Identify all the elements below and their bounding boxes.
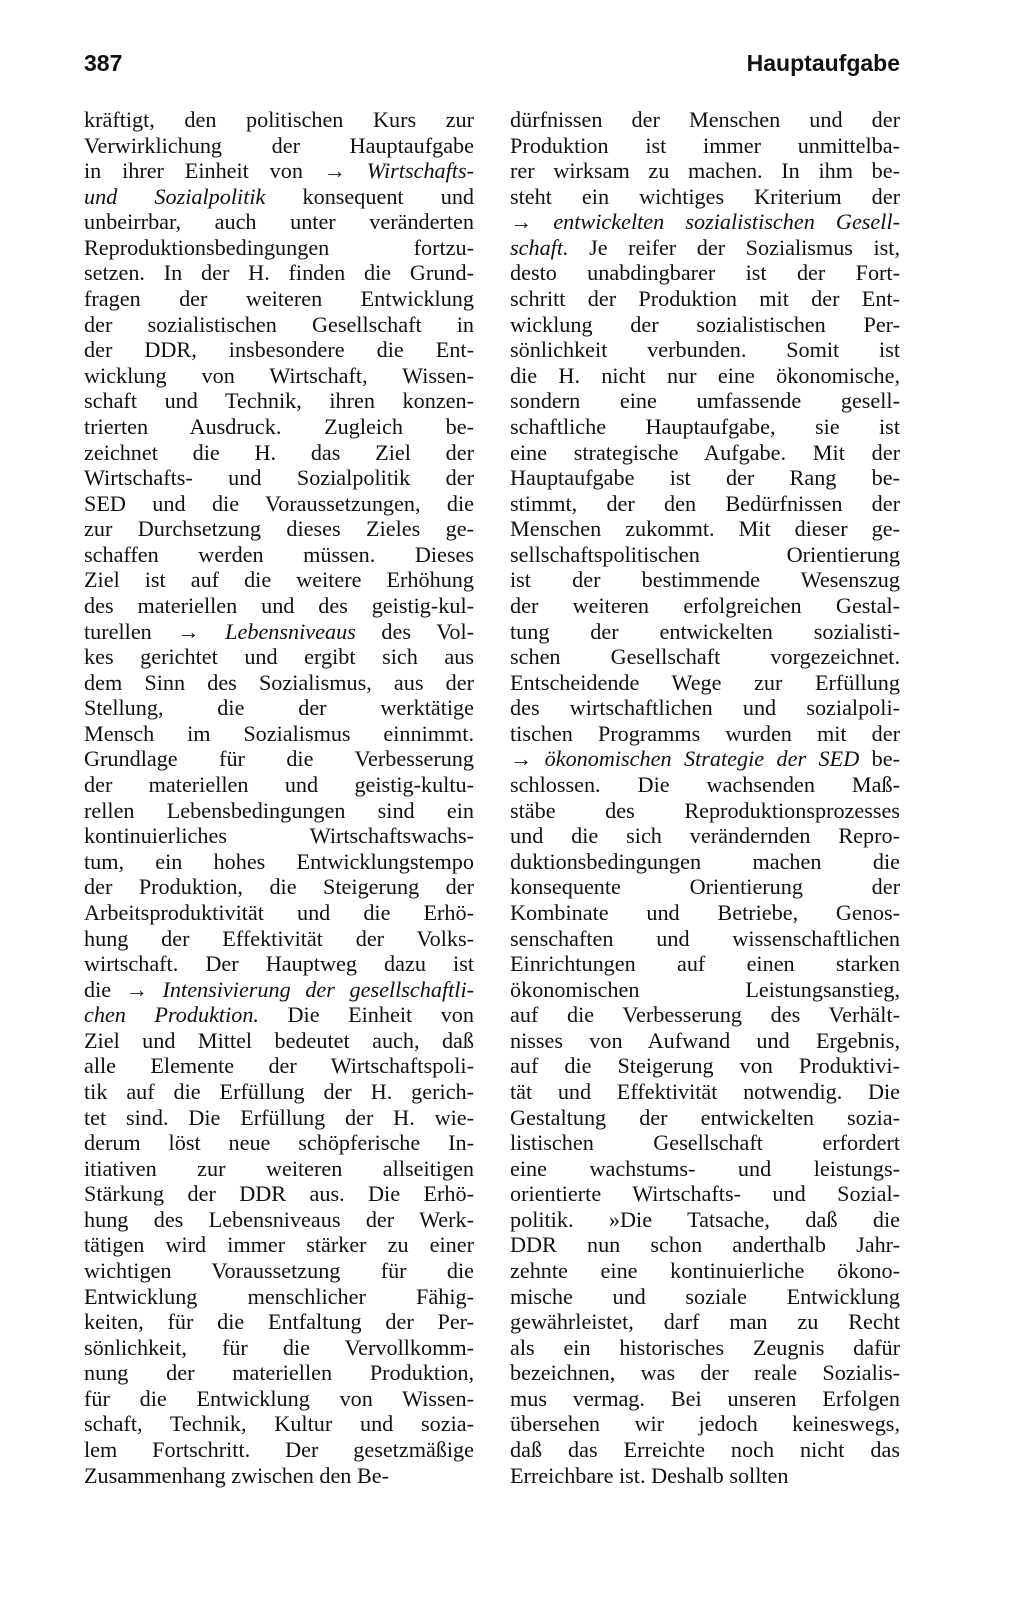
text-run: dem Sinn des Sozialismus, aus der <box>84 669 474 695</box>
text-run: zeichnet die H. das Ziel der <box>84 439 474 465</box>
text-run: des wirtschaftlichen und sozialpoli- <box>510 695 900 721</box>
text-line <box>510 1181 900 1207</box>
text-line <box>84 1002 474 1028</box>
text-line <box>84 619 474 645</box>
text-run: sondern eine umfassende gesell- <box>510 388 900 414</box>
text-line <box>510 1411 900 1437</box>
text-run: Die Einheit von <box>258 1002 474 1028</box>
text-run: hung der Effektivität der Volks- <box>84 925 474 951</box>
text-run: Einrichtungen auf einen starken <box>510 951 900 977</box>
text-run: Hauptaufgabe ist der Rang be- <box>510 465 900 491</box>
text-line <box>510 235 900 261</box>
text-line <box>510 1053 900 1079</box>
text-line <box>510 977 900 1003</box>
text-run: desto unabdingbarer ist der Fort- <box>510 260 900 286</box>
text-run: Verwirklichung der Hauptaufgabe <box>84 132 474 158</box>
text-line <box>510 1232 900 1258</box>
text-line <box>510 516 900 542</box>
text-line <box>510 465 900 491</box>
text-column-left <box>84 107 474 1488</box>
text-line <box>510 798 900 824</box>
text-run: Menschen zukommt. Mit dieser ge- <box>510 516 900 542</box>
text-line <box>84 465 474 491</box>
text-line <box>510 260 900 286</box>
text-run: tischen Programms wurden mit der <box>510 720 900 746</box>
text-line <box>510 772 900 798</box>
text-run: SED und die Voraussetzungen, die <box>84 490 474 516</box>
text-run: → <box>510 209 554 235</box>
text-line <box>510 874 900 900</box>
text-run: schen Gesellschaft vorgezeichnet. <box>510 644 900 670</box>
text-line <box>510 1335 900 1361</box>
text-run: alle Elemente der Wirtschaftspoli- <box>84 1053 474 1079</box>
text-run: lem Fortschritt. Der gesetzmäßige <box>84 1437 474 1463</box>
text-run: schaft und Technik, ihren konzen- <box>84 388 474 414</box>
text-line <box>84 1411 474 1437</box>
text-run: setzen. In der H. finden die Grund- <box>84 260 474 286</box>
text-run: wicklung der sozialistischen Per- <box>510 311 900 337</box>
text-run: gewährleistet, darf man zu Recht <box>510 1309 900 1335</box>
text-line <box>510 107 900 133</box>
text-run: unbeirrbar, auch unter veränderten <box>84 209 474 235</box>
text-line <box>84 721 474 747</box>
text-run: mische und soziale Entwicklung <box>510 1283 900 1309</box>
text-run: auf die Steigerung von Produktivi- <box>510 1053 900 1079</box>
text-run: Stärkung der DDR aus. Die Erhö- <box>84 1181 474 1207</box>
text-run: duktionsbedingungen machen die <box>510 848 900 874</box>
text-line <box>510 849 900 875</box>
text-line <box>84 1028 474 1054</box>
text-line <box>84 1335 474 1361</box>
text-line <box>510 158 900 184</box>
text-line <box>510 286 900 312</box>
text-run: die H. nicht nur eine ökonomische, <box>510 362 900 388</box>
text-line <box>84 926 474 952</box>
text-run: schaffen werden müssen. Dieses <box>84 541 474 567</box>
text-run: listischen Gesellschaft erfordert <box>510 1130 900 1156</box>
text-run: trierten Ausdruck. Zugleich be- <box>84 413 474 439</box>
text-run: rellen Lebensbedingungen sind ein <box>84 797 474 823</box>
text-run: sellschaftspolitischen Orientierung <box>510 541 900 567</box>
text-line <box>84 1181 474 1207</box>
text-run: konsequent und <box>265 183 475 209</box>
text-line <box>84 1386 474 1412</box>
text-run: wicklung von Wirtschaft, Wissen- <box>84 362 474 388</box>
text-run: sönlichkeit verbunden. Somit ist <box>510 337 900 363</box>
text-run: ist der bestimmende Wesenszug <box>510 567 900 593</box>
text-run: rer wirksam zu machen. In ihm be- <box>510 158 900 184</box>
text-line <box>510 926 900 952</box>
text-line <box>510 823 900 849</box>
text-line <box>84 695 474 721</box>
text-line <box>84 107 474 133</box>
text-run: Erreichbare ist. Deshalb sollten <box>510 1462 789 1488</box>
text-run: Je reifer der Sozialismus ist, <box>568 234 900 260</box>
text-run: senschaften und wissenschaftlichen <box>510 925 900 951</box>
text-run: Arbeitsproduktivität und die Erhö- <box>84 899 474 925</box>
text-run: die → <box>84 976 163 1002</box>
text-run: schlossen. Die wachsenden Maß- <box>510 772 900 798</box>
text-run: turellen → <box>84 618 226 644</box>
text-run: Ziel und Mittel bedeutet auch, daß <box>84 1027 474 1053</box>
text-line <box>84 133 474 159</box>
text-line <box>84 900 474 926</box>
text-run: wirtschaft. Der Hauptweg dazu ist <box>84 951 474 977</box>
text-run: daß das Erreichte noch nicht das <box>510 1437 900 1463</box>
text-line <box>84 1053 474 1079</box>
text-run: ökonomischen Leistungsanstieg, <box>510 976 900 1002</box>
text-run: tät und Effektivität notwendig. Die <box>510 1078 900 1104</box>
text-run: mus vermag. Bei unseren Erfolgen <box>510 1385 900 1411</box>
text-run: be- <box>859 746 900 772</box>
text-run: übersehen wir jedoch keineswegs, <box>510 1411 900 1437</box>
text-run: auf die Verbesserung des Verhält- <box>510 1002 900 1028</box>
text-line <box>84 874 474 900</box>
text-line <box>510 1386 900 1412</box>
text-line <box>510 184 900 210</box>
text-run: nisses von Aufwand und Ergebnis, <box>510 1027 900 1053</box>
cross-reference-term: und Sozialpolitik <box>84 183 266 209</box>
text-line <box>84 1437 474 1463</box>
text-line <box>84 491 474 517</box>
text-run: Grundlage für die Verbesserung <box>84 746 474 772</box>
text-line <box>510 312 900 338</box>
text-run: Wirtschafts- und Sozialpolitik der <box>84 465 474 491</box>
cross-reference-term: Wirtschafts- <box>366 158 474 184</box>
text-run: tik auf die Erfüllung der H. gerich- <box>84 1078 474 1104</box>
text-line <box>510 721 900 747</box>
text-run: kes gerichtet und ergibt sich aus <box>84 644 474 670</box>
text-line <box>510 542 900 568</box>
text-column-right <box>510 107 900 1488</box>
text-line <box>84 1207 474 1233</box>
text-run: wichtigen Voraussetzung für die <box>84 1258 474 1284</box>
text-run: in ihrer Einheit von → <box>84 158 367 184</box>
text-run: Zusammenhang zwischen den Be- <box>84 1462 389 1488</box>
text-line <box>510 209 900 235</box>
text-run: Entscheidende Wege zur Erfüllung <box>510 669 900 695</box>
text-line <box>84 1309 474 1335</box>
text-run: Produktion ist immer unmittelba- <box>510 132 900 158</box>
text-run: schaft, Technik, Kultur und sozia- <box>84 1411 474 1437</box>
text-run: konsequente Orientierung der <box>510 874 900 900</box>
text-run: schaftliche Hauptaufgabe, sie ist <box>510 413 900 439</box>
text-run: derum löst neue schöpferische In- <box>84 1130 474 1156</box>
text-run: Reproduktionsbedingungen fortzu- <box>84 234 474 260</box>
text-run: der materiellen und geistig-kultu- <box>84 772 474 798</box>
text-line <box>84 644 474 670</box>
text-run: Gestaltung der entwickelten sozia- <box>510 1104 900 1130</box>
text-run: stäbe des Reproduktionsprozesses <box>510 797 900 823</box>
text-line <box>510 440 900 466</box>
text-line <box>84 260 474 286</box>
text-run: eine wachstums- und leistungs- <box>510 1155 900 1181</box>
text-line <box>84 823 474 849</box>
text-line <box>84 286 474 312</box>
text-run: eine strategische Aufgabe. Mit der <box>510 439 900 465</box>
text-line <box>84 158 474 184</box>
text-run: dürfnissen der Menschen und der <box>510 107 900 132</box>
text-line <box>84 670 474 696</box>
text-run: zehnte eine kontinuierliche ökono- <box>510 1258 900 1284</box>
cross-reference-term: entwickelten sozialistischen Gesell- <box>553 209 900 235</box>
text-run: nung der materiellen Produktion, <box>84 1360 474 1386</box>
text-line <box>510 670 900 696</box>
cross-reference-term: schaft. <box>510 234 569 260</box>
text-line <box>510 1105 900 1131</box>
text-line <box>84 1156 474 1182</box>
text-line <box>510 746 900 772</box>
text-run: der Produktion, die Steigerung der <box>84 874 474 900</box>
text-line <box>510 900 900 926</box>
text-line <box>84 977 474 1003</box>
cross-reference-term: ökonomischen Strategie der SED <box>544 746 860 772</box>
text-line <box>510 593 900 619</box>
text-line <box>510 951 900 977</box>
text-run: tet sind. Die Erfüllung der H. wie- <box>84 1104 474 1130</box>
text-run: Entwicklung menschlicher Fähig- <box>84 1283 474 1309</box>
text-line <box>510 337 900 363</box>
text-run: für die Entwicklung von Wissen- <box>84 1385 474 1411</box>
text-line <box>510 1437 900 1463</box>
text-line <box>510 644 900 670</box>
text-line <box>84 388 474 414</box>
text-line <box>510 491 900 517</box>
text-run: keiten, für die Entfaltung der Per- <box>84 1309 474 1335</box>
text-line <box>510 1463 900 1489</box>
text-run: sönlichkeit, für die Vervollkomm- <box>84 1334 474 1360</box>
text-run: → <box>510 746 545 772</box>
text-run: schritt der Produktion mit der Ent- <box>510 286 900 312</box>
text-line <box>510 363 900 389</box>
text-line <box>510 414 900 440</box>
text-line <box>84 542 474 568</box>
text-run: Stellung, die der werktätige <box>84 695 474 721</box>
text-line <box>84 1284 474 1310</box>
text-run: der weiteren erfolgreichen Gestal- <box>510 592 900 618</box>
text-run: bezeichnen, was der reale Sozialis- <box>510 1360 900 1386</box>
text-line <box>84 337 474 363</box>
text-line <box>84 440 474 466</box>
text-line <box>510 619 900 645</box>
text-line <box>84 235 474 261</box>
text-line <box>84 1360 474 1386</box>
text-line <box>84 1130 474 1156</box>
text-line <box>84 1463 474 1489</box>
text-line <box>510 1028 900 1054</box>
text-run: kräftigt, den politischen Kurs zur <box>84 107 474 132</box>
text-line <box>84 516 474 542</box>
text-run: der sozialistischen Gesellschaft in <box>84 311 474 337</box>
text-line <box>84 951 474 977</box>
text-line <box>84 184 474 210</box>
text-run: des materiellen und des geistig-kul- <box>84 592 474 618</box>
text-run: zur Durchsetzung dieses Zieles ge- <box>84 516 474 542</box>
text-line <box>84 1105 474 1131</box>
cross-reference-term: Lebensniveaus <box>225 618 356 644</box>
text-line <box>84 849 474 875</box>
text-line <box>510 1284 900 1310</box>
text-line <box>510 133 900 159</box>
text-line <box>84 1258 474 1284</box>
text-run: politik. »Die Tatsache, daß die <box>510 1206 900 1232</box>
text-line <box>510 1207 900 1233</box>
text-line <box>510 1360 900 1386</box>
text-run: hung des Lebensniveaus der Werk- <box>84 1206 474 1232</box>
cross-reference-term: chen Produktion. <box>84 1002 259 1028</box>
text-line <box>84 567 474 593</box>
text-run: kontinuierliches Wirtschaftswachs- <box>84 823 474 849</box>
text-run: tum, ein hohes Entwicklungstempo <box>84 848 474 874</box>
text-run: orientierte Wirtschafts- und Sozial- <box>510 1181 900 1207</box>
text-line <box>510 1002 900 1028</box>
text-run: DDR nun schon anderthalb Jahr- <box>510 1232 900 1258</box>
text-line <box>84 1079 474 1105</box>
text-run: des Vol- <box>355 618 475 644</box>
text-run: und die sich verändernden Repro- <box>510 823 900 849</box>
text-line <box>84 209 474 235</box>
text-run: Kombinate und Betriebe, Genos- <box>510 899 900 925</box>
text-run: fragen der weiteren Entwicklung <box>84 286 474 312</box>
text-run: als ein historisches Zeugnis dafür <box>510 1334 900 1360</box>
text-run: tätigen wird immer stärker zu einer <box>84 1232 474 1258</box>
text-line <box>510 695 900 721</box>
text-run: Mensch im Sozialismus einnimmt. <box>84 720 474 746</box>
text-run: itiativen zur weiteren allseitigen <box>84 1155 474 1181</box>
text-line <box>510 1156 900 1182</box>
text-run: tung der entwickelten sozialisti- <box>510 618 900 644</box>
text-line <box>84 593 474 619</box>
text-run: Ziel ist auf die weitere Erhöhung <box>84 567 474 593</box>
text-line <box>84 414 474 440</box>
text-line <box>510 1079 900 1105</box>
running-head: Hauptaufgabe <box>746 50 900 76</box>
text-run: steht ein wichtiges Kriterium der <box>510 183 900 209</box>
text-line <box>510 388 900 414</box>
text-line <box>510 1309 900 1335</box>
text-line <box>510 1258 900 1284</box>
text-run: der DDR, insbesondere die Ent- <box>84 337 474 363</box>
text-line <box>84 746 474 772</box>
text-line <box>84 1232 474 1258</box>
text-line <box>84 312 474 338</box>
text-line <box>84 772 474 798</box>
cross-reference-term: Intensivierung der gesellschaftli- <box>162 976 474 1002</box>
text-line <box>84 798 474 824</box>
text-line <box>510 567 900 593</box>
text-run: stimmt, der den Bedürfnissen der <box>510 490 900 516</box>
text-line <box>84 363 474 389</box>
text-line <box>510 1130 900 1156</box>
page-number: 387 <box>84 50 123 76</box>
